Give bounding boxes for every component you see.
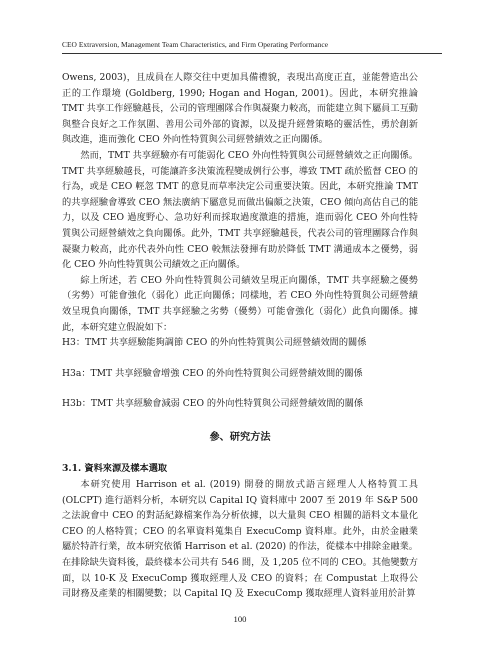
paragraph-continued: Owens, 2003)，且成員在人際交往中更加具備禮貌，表現出高度正直，並能營造出公正的工作環境 (Goldberg, 1990; Hogan and Hogan, 2001)。因此，本研究推論 TMT 共享工作經驗越長，公司的管理團隊合作與凝聚力較高，而能建立與下屬員工互動與整合良好之工作氛圍、善用公司外部的資源，以及提升經營策略的靈活性，勇於創新與改進，進而強化 CEO 外向性特質與公司經營績效之正向關係。 [62,72,418,146]
header-rule [62,53,442,54]
paragraph-tmt-weakening: 然而，TMT 共享經驗亦有可能弱化 CEO 外向性特質與公司經營績效之正向關係。TMT 共享經驗越長，可能讓許多決策流程變成例行公事，導致 TMT 疏於監督 CEO 的行為，或是 CEO 輕忽 TMT 的意見而草率決定公司重要決策。因此，本研究推論 TMT 的共享經驗會導致 CEO 無法廣納下屬意見而做出偏頗之決策，CEO 傾向高估自己的能力，以及 CEO 過度野心、急功好利而採取過度激進的措施，進而弱化 CEO 外向性特質與公司經營績效之負向關係。此外，TMT 共享經驗越長，代表公司的管理團隊合作與凝聚力較高，此亦代表外向性 CEO 較無法發揮有助於降低 TMT 溝通成本之優勢，弱化 CEO 外向性特質與公司績效之正向關係。 [62,149,418,271]
hypothesis-h3: H3：TMT 共享經驗能夠調節 CEO 的外向性特質與公司經營績效間的關係 [62,337,367,349]
running-head: CEO Extraversion, Management Team Characteristics, and Firm Operating Performance [62,40,329,49]
paragraph-summary: 綜上所述，若 CEO 外向性特質與公司績效呈現正向關係，TMT 共享經驗之優勢（劣勢）可能會強化（弱化）此正向關係；同樣地，若 CEO 外向性特質與公司經營績效呈現負向關係，TMT 共享經驗之劣勢（優勢）可能會強化（弱化）此負向關係。據此，本研究建立假說如下： [62,274,418,333]
hypothesis-h3b: H3b：TMT 共享經驗會減弱 CEO 的外向性特質與公司經營績效間的關係 [62,398,364,410]
section-title: 參、研究方法 [209,430,271,443]
page-body [62,70,418,602]
page-number: 100 [233,614,247,624]
paragraph-data-source: 本研究使用 Harrison et al. (2019) 開發的開放式語言經理人人格特質工具 (OLCPT) 進行語料分析，本研究以 Capital IQ 資料庫中 2007 至 2019 年 S&P 500 之法說會中 CEO 的對話紀錄檔案作為分析依據，以大量與 CEO 相關的語料文本量化 CEO 的人格特質；CEO 的名單資料蒐集自 ExecuComp 資料庫。此外，由於金融業屬於特許行業，故本研究依循 Harrison et al. (2020) 的作法，從樣本中排除金融業。在排除缺失資料後，最終樣本公司共有 546 間，及 1,205 位不同的 CEO。其他變數方面，以 10-K 及 ExecuComp 獲取經理人及 CEO 的資料；在 Compustat 上取得公司財務及產業的相關變數；以 Capital IQ 及 ExecuComp 獲取經理人資料並用於計算 [62,479,418,600]
subsection-title: 3.1. 資料來源及樣本選取 [62,463,168,475]
hypothesis-h3a: H3a：TMT 共享經驗會增強 CEO 的外向性特質與公司經營績效間的關係 [62,367,363,379]
